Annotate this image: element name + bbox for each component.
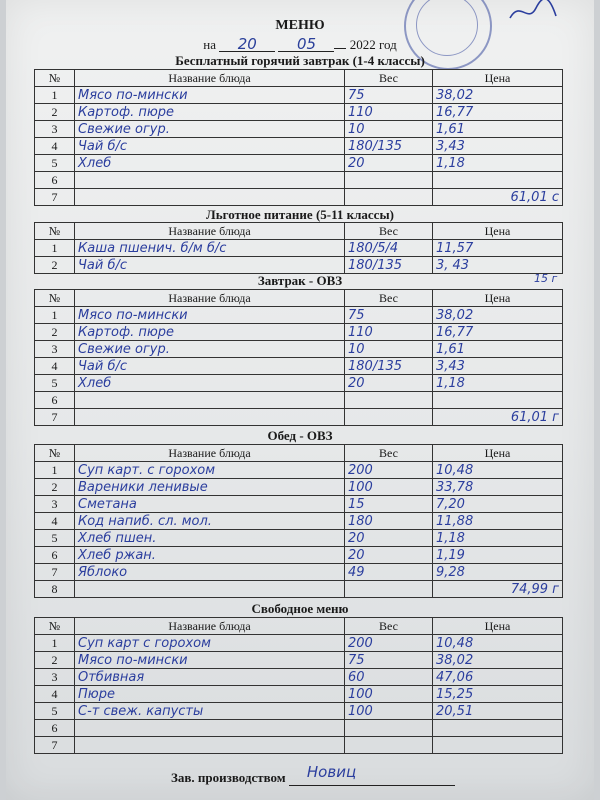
table-row: [35, 652, 563, 669]
dish-weight: [345, 189, 433, 206]
dish-weight: 180/5/4: [345, 240, 433, 257]
dish-price: 47,06: [433, 669, 563, 686]
dish-price: 1,61: [433, 121, 563, 138]
dish-name: Суп карт. с горохом: [75, 462, 345, 479]
table-row: [35, 547, 563, 564]
row-number: 5: [35, 375, 75, 392]
table-row: [35, 513, 563, 530]
row-number: 7: [35, 737, 75, 754]
dish-name: Чай б/с: [75, 358, 345, 375]
dish-price: 16,77: [433, 324, 563, 341]
dish-weight: 200: [345, 635, 433, 652]
dish-weight: 110: [345, 104, 433, 121]
dish-price: 3,43: [433, 358, 563, 375]
row-number: 2: [35, 104, 75, 121]
dish-weight: 10: [345, 341, 433, 358]
signature: Новиц: [306, 763, 357, 781]
column-header-num: №: [35, 70, 75, 87]
date-day: 20: [219, 37, 275, 52]
row-number: 4: [35, 513, 75, 530]
table-row: [35, 172, 563, 189]
date-month: 05: [278, 37, 334, 52]
dish-price: [433, 392, 563, 409]
row-number: 1: [35, 462, 75, 479]
date-line: [6, 37, 594, 53]
table-row: [35, 138, 563, 155]
dish-name: [75, 189, 345, 206]
dish-weight: 180/135: [345, 138, 433, 155]
table-row: [35, 324, 563, 341]
dish-weight: 49: [345, 564, 433, 581]
row-number: 6: [35, 547, 75, 564]
column-header-name: Название блюда: [75, 618, 345, 635]
table-row: [35, 669, 563, 686]
table-row: [35, 375, 563, 392]
table-row: [35, 87, 563, 104]
column-header-name: Название блюда: [75, 290, 345, 307]
table-row: [35, 341, 563, 358]
column-header-weight: Вес: [345, 290, 433, 307]
dish-weight: [345, 392, 433, 409]
date-month-trail: [334, 48, 346, 49]
column-header-weight: Вес: [345, 70, 433, 87]
dish-price: 3,43: [433, 138, 563, 155]
table-row: [35, 479, 563, 496]
dish-name: Мясо по-мински: [75, 307, 345, 324]
row-number: 6: [35, 392, 75, 409]
dish-name: Суп карт с горохом: [75, 635, 345, 652]
date-prefix: на: [203, 37, 216, 52]
table-row: [35, 635, 563, 652]
row-number: 4: [35, 686, 75, 703]
dish-price: 1,18: [433, 530, 563, 547]
table-header-row: [35, 70, 563, 87]
footer-signature-line: [171, 763, 455, 786]
table-row: [35, 189, 563, 206]
footer-label: Зав. производством: [171, 770, 286, 785]
table-row: [35, 581, 563, 598]
column-header-name: Название блюда: [75, 445, 345, 462]
dish-weight: 75: [345, 652, 433, 669]
dish-name: [75, 392, 345, 409]
table-row: [35, 358, 563, 375]
dish-weight: 200: [345, 462, 433, 479]
column-header-price: Цена: [433, 290, 563, 307]
menu-sheet: [6, 0, 594, 800]
dish-weight: [345, 172, 433, 189]
table-row: [35, 409, 563, 426]
row-number: 5: [35, 530, 75, 547]
dish-price: [433, 720, 563, 737]
column-header-price: Цена: [433, 223, 563, 240]
row-number: 8: [35, 581, 75, 598]
table-row: [35, 686, 563, 703]
dish-name: Мясо по-мински: [75, 652, 345, 669]
row-number: 2: [35, 479, 75, 496]
dish-name: Пюре: [75, 686, 345, 703]
dish-weight: [345, 720, 433, 737]
dish-price: [433, 172, 563, 189]
dish-name: Хлеб: [75, 375, 345, 392]
dish-name: Отбивная: [75, 669, 345, 686]
dish-price: 61,01 г: [433, 409, 563, 426]
row-number: 1: [35, 307, 75, 324]
dish-price: 38,02: [433, 652, 563, 669]
table-header-row: [35, 290, 563, 307]
column-header-num: №: [35, 290, 75, 307]
dish-name: Свежие огур.: [75, 121, 345, 138]
row-number: 3: [35, 121, 75, 138]
row-number: 7: [35, 564, 75, 581]
dish-price: 1,18: [433, 375, 563, 392]
dish-weight: 180/135: [345, 257, 433, 274]
dish-name: Хлеб ржан.: [75, 547, 345, 564]
column-header-price: Цена: [433, 70, 563, 87]
dish-price: 10,48: [433, 462, 563, 479]
column-header-weight: Вес: [345, 223, 433, 240]
dish-price: 3, 43: [433, 257, 563, 274]
column-header-num: №: [35, 223, 75, 240]
section-title-free-breakfast: Бесплатный горячий завтрак (1-4 классы): [175, 53, 425, 68]
dish-price: 9,28: [433, 564, 563, 581]
row-number: 6: [35, 172, 75, 189]
signature-field: [289, 763, 455, 786]
dish-price: 38,02: [433, 87, 563, 104]
row-number: 3: [35, 669, 75, 686]
section-title-ovz-lunch: Обед - ОВЗ: [267, 428, 333, 443]
table-row: [35, 257, 563, 274]
dish-price: 11,57: [433, 240, 563, 257]
row-number: 3: [35, 496, 75, 513]
dish-price: 15,25: [433, 686, 563, 703]
dish-name: [75, 172, 345, 189]
column-header-price: Цена: [433, 445, 563, 462]
dish-weight: 180: [345, 513, 433, 530]
dish-weight: 75: [345, 87, 433, 104]
table-header-row: [35, 618, 563, 635]
table-header-row: [35, 223, 563, 240]
dish-price: 11,88: [433, 513, 563, 530]
dish-name: [75, 581, 345, 598]
table-row: [35, 530, 563, 547]
dish-name: С-т свеж. капусты: [75, 703, 345, 720]
column-header-name: Название блюда: [75, 70, 345, 87]
column-header-weight: Вес: [345, 445, 433, 462]
row-number: 2: [35, 257, 75, 274]
menu-table-ovz-lunch: [34, 444, 563, 598]
dish-price: 1,18: [433, 155, 563, 172]
row-number: 1: [35, 635, 75, 652]
section-title-discount: Льготное питание (5-11 классы): [206, 207, 394, 222]
dish-name: Сметана: [75, 496, 345, 513]
column-header-num: №: [35, 618, 75, 635]
dish-weight: 100: [345, 479, 433, 496]
dish-name: Код напиб. сл. мол.: [75, 513, 345, 530]
row-number: 5: [35, 155, 75, 172]
dish-price: 38,02: [433, 307, 563, 324]
row-number: 2: [35, 652, 75, 669]
table-row: [35, 307, 563, 324]
dish-price: 1,19: [433, 547, 563, 564]
dish-weight: 20: [345, 547, 433, 564]
column-header-name: Название блюда: [75, 223, 345, 240]
row-number: 1: [35, 240, 75, 257]
table-row: [35, 737, 563, 754]
column-header-price: Цена: [433, 618, 563, 635]
dish-weight: 100: [345, 703, 433, 720]
dish-weight: 20: [345, 530, 433, 547]
dish-price: 1,61: [433, 341, 563, 358]
dish-name: [75, 720, 345, 737]
menu-table-free-menu: [34, 617, 563, 754]
dish-name: [75, 737, 345, 754]
dish-name: Чай б/с: [75, 138, 345, 155]
dish-weight: [345, 581, 433, 598]
dish-price: 10,48: [433, 635, 563, 652]
menu-table-ovz-breakfast: [34, 289, 563, 426]
dish-price: 74,99 г: [433, 581, 563, 598]
row-number: 2: [35, 324, 75, 341]
table-row: [35, 121, 563, 138]
menu-table-discount: [34, 222, 563, 274]
dish-name: Мясо по-мински: [75, 87, 345, 104]
dish-weight: 60: [345, 669, 433, 686]
table-row: [35, 462, 563, 479]
dish-weight: 20: [345, 155, 433, 172]
dish-weight: 100: [345, 686, 433, 703]
dish-weight: [345, 737, 433, 754]
table-row: [35, 564, 563, 581]
row-number: 6: [35, 720, 75, 737]
row-number: 3: [35, 341, 75, 358]
dish-price: 7,20: [433, 496, 563, 513]
menu-table-free-breakfast: [34, 69, 563, 206]
dish-name: Вареники ленивые: [75, 479, 345, 496]
row-number: 5: [35, 703, 75, 720]
table-header-row: [35, 445, 563, 462]
dish-weight: 110: [345, 324, 433, 341]
table-row: [35, 703, 563, 720]
dish-weight: 75: [345, 307, 433, 324]
dish-weight: 180/135: [345, 358, 433, 375]
section-title-free-menu: Свободное меню: [251, 601, 349, 616]
dish-price: 20,51: [433, 703, 563, 720]
date-year: 2022 год: [349, 37, 397, 52]
column-header-num: №: [35, 445, 75, 462]
table-row: [35, 155, 563, 172]
dish-weight: 20: [345, 375, 433, 392]
row-number: 7: [35, 189, 75, 206]
row-number: 4: [35, 138, 75, 155]
dish-name: Хлеб: [75, 155, 345, 172]
dish-name: Чай б/с: [75, 257, 345, 274]
row-number: 1: [35, 87, 75, 104]
dish-name: Картоф. пюре: [75, 324, 345, 341]
dish-price: 33,78: [433, 479, 563, 496]
table-row: [35, 496, 563, 513]
column-header-weight: Вес: [345, 618, 433, 635]
row-number: 7: [35, 409, 75, 426]
dish-name: Каша пшенич. б/м б/с: [75, 240, 345, 257]
dish-price: 16,77: [433, 104, 563, 121]
table-row: [35, 104, 563, 121]
dish-price: [433, 737, 563, 754]
dish-name: Яблоко: [75, 564, 345, 581]
section-title-ovz-breakfast: Завтрак - ОВЗ: [257, 273, 343, 288]
dish-name: Свежие огур.: [75, 341, 345, 358]
table-row: [35, 720, 563, 737]
dish-weight: [345, 409, 433, 426]
section-note-discount: 15 г: [534, 272, 558, 285]
dish-name: Картоф. пюре: [75, 104, 345, 121]
dish-weight: 15: [345, 496, 433, 513]
row-number: 4: [35, 358, 75, 375]
dish-weight: 10: [345, 121, 433, 138]
dish-name: Хлеб пшен.: [75, 530, 345, 547]
dish-price: 61,01 с: [433, 189, 563, 206]
table-row: [35, 392, 563, 409]
table-row: [35, 240, 563, 257]
document-title: МЕНЮ: [275, 18, 325, 33]
dish-name: [75, 409, 345, 426]
